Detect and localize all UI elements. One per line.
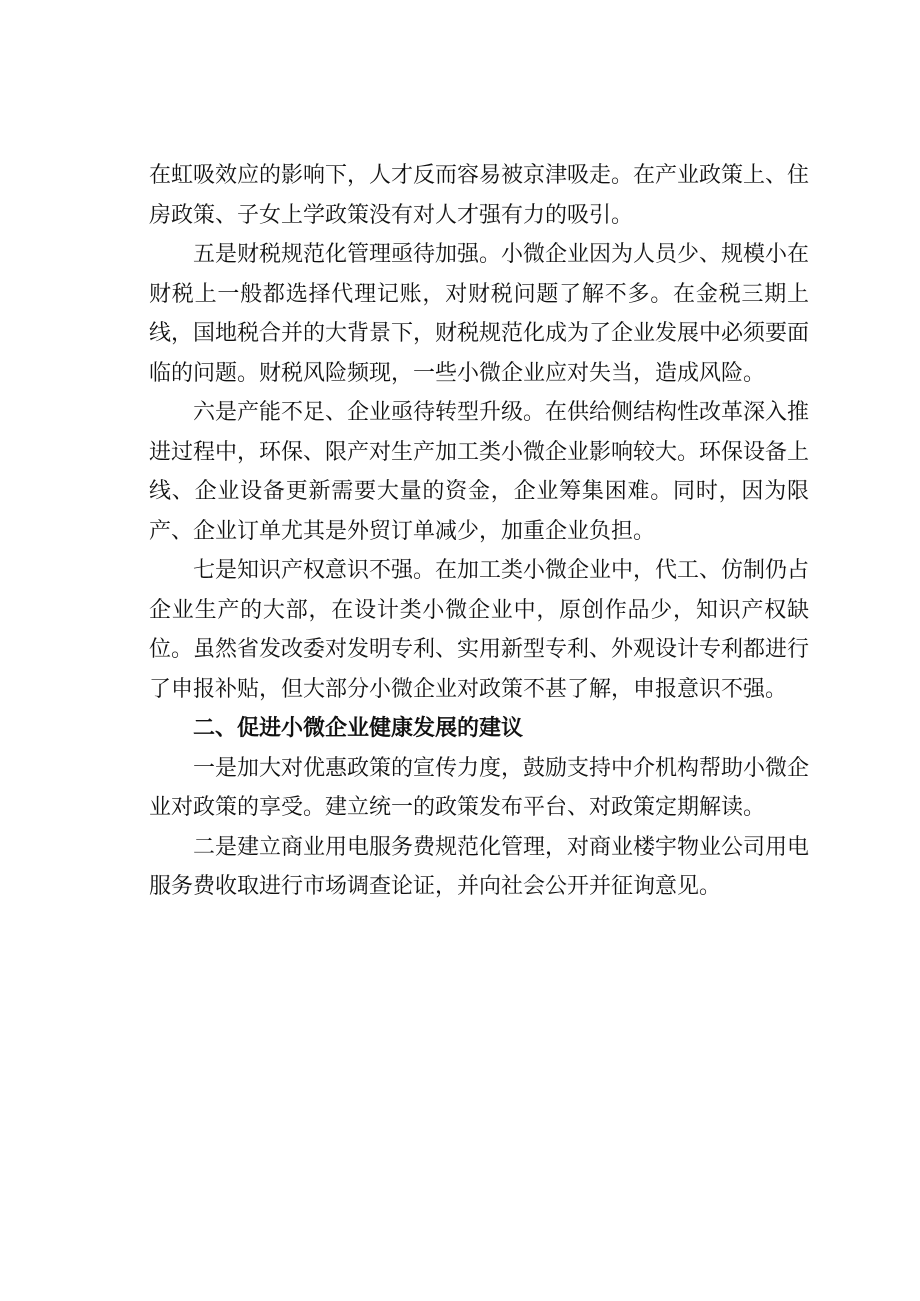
section-heading: 二、促进小微企业健康发展的建议: [193, 716, 524, 741]
paragraph-electricity-fee: 二是建立商业用电服务费规范化管理，对商业楼宇物业公司用电服务费收取进行市场调查论证，并向社会公开并征询意见。: [149, 834, 810, 899]
paragraph-intellectual-property: 七是知识产权意识不强。在加工类小微企业中，代工、仿制仍占企业生产的大部，在设计类小微企业中，原创作品少，知识产权缺位。虽然省发改委对发明专利、实用新型专利、外观设计专利都进行了申报补贴，但大部分小微企业对政策不甚了解，申报意识不强。: [149, 558, 810, 702]
document-page: [149, 156, 809, 907]
paragraph-capacity-upgrade: 六是产能不足、企业亟待转型升级。在供给侧结构性改革深入推进过程中，环保、限产对生产加工类小微企业影响较大。环保设备上线、企业设备更新需要大量的资金，企业筹集困难。同时，因为限产、企业订单尤其是外贸订单减少，加重企业负担。: [149, 400, 810, 544]
paragraph-talent-policy: 在虹吸效应的影响下，人才反而容易被京津吸走。在产业政策上、住房政策、子女上学政策没有对人才强有力的吸引。: [149, 163, 810, 228]
paragraph-finance-tax: 五是财税规范化管理亟待加强。小微企业因为人员少、规模小在财税上一般都选择代理记账，对财税问题了解不多。在金税三期上线，国地税合并的大背景下，财税规范化成为了企业发展中必须要面临的问题。财税风险频现，一些小微企业应对失当，造成风险。: [149, 242, 810, 386]
paragraph-policy-promotion: 一是加大对优惠政策的宣传力度，鼓励支持中介机构帮助小微企业对政策的享受。建立统一的政策发布平台、对政策定期解读。: [149, 755, 810, 820]
